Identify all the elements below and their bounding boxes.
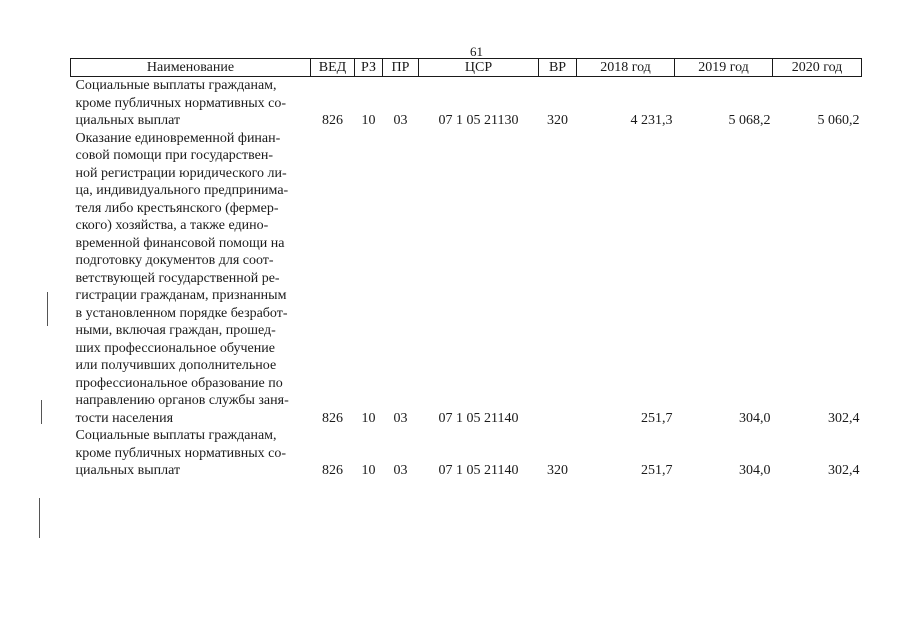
name-line: кроме публичных нормативных со- <box>75 445 286 461</box>
name-line: направлению органов службы заня- <box>75 393 289 408</box>
header-csr: ЦСР <box>419 59 539 77</box>
page-number: 61 <box>470 44 483 59</box>
scan-artifact-mark <box>39 498 40 538</box>
cell-pr: 03 <box>393 410 408 426</box>
cell-vr: 320 <box>547 463 568 478</box>
table-header-row <box>71 59 862 77</box>
row-name <box>71 427 311 480</box>
name-line: Социальные выплаты гражданам, <box>75 428 277 443</box>
cell-2020: 302,4 <box>828 410 860 426</box>
budget-table <box>70 58 862 480</box>
name-line: подготовку документов для соот- <box>75 253 274 268</box>
scan-artifact-mark <box>47 292 48 326</box>
cell-pr: 03 <box>393 463 408 478</box>
name-line: кроме публичных нормативных со- <box>75 95 286 111</box>
cell-csr: 07 1 05 21140 <box>438 410 519 426</box>
cell-2020: 5 060,2 <box>817 113 860 128</box>
cell-csr: 07 1 05 21130 <box>438 113 519 128</box>
name-line: профессиональное образование по <box>75 375 283 391</box>
cell-2019: 304,0 <box>739 410 771 426</box>
name-line: временной финансовой помощи на <box>75 235 285 251</box>
header-rz: РЗ <box>355 59 383 77</box>
name-line: в установленном порядке безработ- <box>75 305 288 321</box>
cell-pr: 03 <box>393 113 408 128</box>
table-row <box>71 130 862 428</box>
cell-ved: 826 <box>322 113 343 128</box>
cell-2020: 302,4 <box>828 463 860 478</box>
cell-rz: 10 <box>361 113 376 128</box>
scan-artifact-mark <box>41 400 42 424</box>
name-line: ших профессиональное обучение <box>75 340 275 356</box>
table-row <box>71 77 862 130</box>
name-line: циальных выплат <box>75 113 181 128</box>
name-line: ца, индивидуального предпринима- <box>75 183 289 198</box>
header-2018: 2018 год <box>577 59 675 77</box>
row-name <box>71 130 311 428</box>
cell-vr: 320 <box>547 113 568 128</box>
header-ved: ВЕД <box>311 59 355 77</box>
name-line: тости населения <box>75 410 174 426</box>
header-name: Наименование <box>71 59 311 77</box>
name-line: совой помощи при государствен- <box>75 148 274 163</box>
cell-2019: 5 068,2 <box>728 113 771 128</box>
cell-csr: 07 1 05 21140 <box>438 463 519 478</box>
cell-2019: 304,0 <box>739 463 771 478</box>
name-line: или получивших дополнительное <box>75 358 277 373</box>
cell-2018: 4 231,3 <box>630 113 673 128</box>
header-pr: ПР <box>383 59 419 77</box>
header-vr: ВР <box>539 59 577 77</box>
cell-2018: 251,7 <box>641 463 673 478</box>
name-line: Социальные выплаты гражданам, <box>75 78 277 93</box>
name-line: циальных выплат <box>75 463 181 478</box>
cell-ved: 826 <box>322 410 343 426</box>
header-2019: 2019 год <box>675 59 773 77</box>
cell-vr <box>539 130 577 428</box>
row-name <box>71 77 311 130</box>
name-line: ского) хозяйства, а также едино- <box>75 218 269 233</box>
name-line: ной регистрации юридического ли- <box>75 165 287 181</box>
name-line: ветствующей государственной ре- <box>75 270 280 286</box>
cell-rz: 10 <box>361 463 376 478</box>
name-line: Оказание единовременной финан- <box>75 130 281 146</box>
table-row <box>71 427 862 480</box>
cell-ved: 826 <box>322 463 343 478</box>
name-line: ными, включая граждан, прошед- <box>75 323 276 338</box>
name-line: теля либо крестьянского (фермер- <box>75 200 279 216</box>
name-line: гистрации гражданам, признанным <box>75 288 287 303</box>
header-2020: 2020 год <box>773 59 862 77</box>
cell-2018: 251,7 <box>641 410 673 426</box>
cell-rz: 10 <box>361 410 376 426</box>
